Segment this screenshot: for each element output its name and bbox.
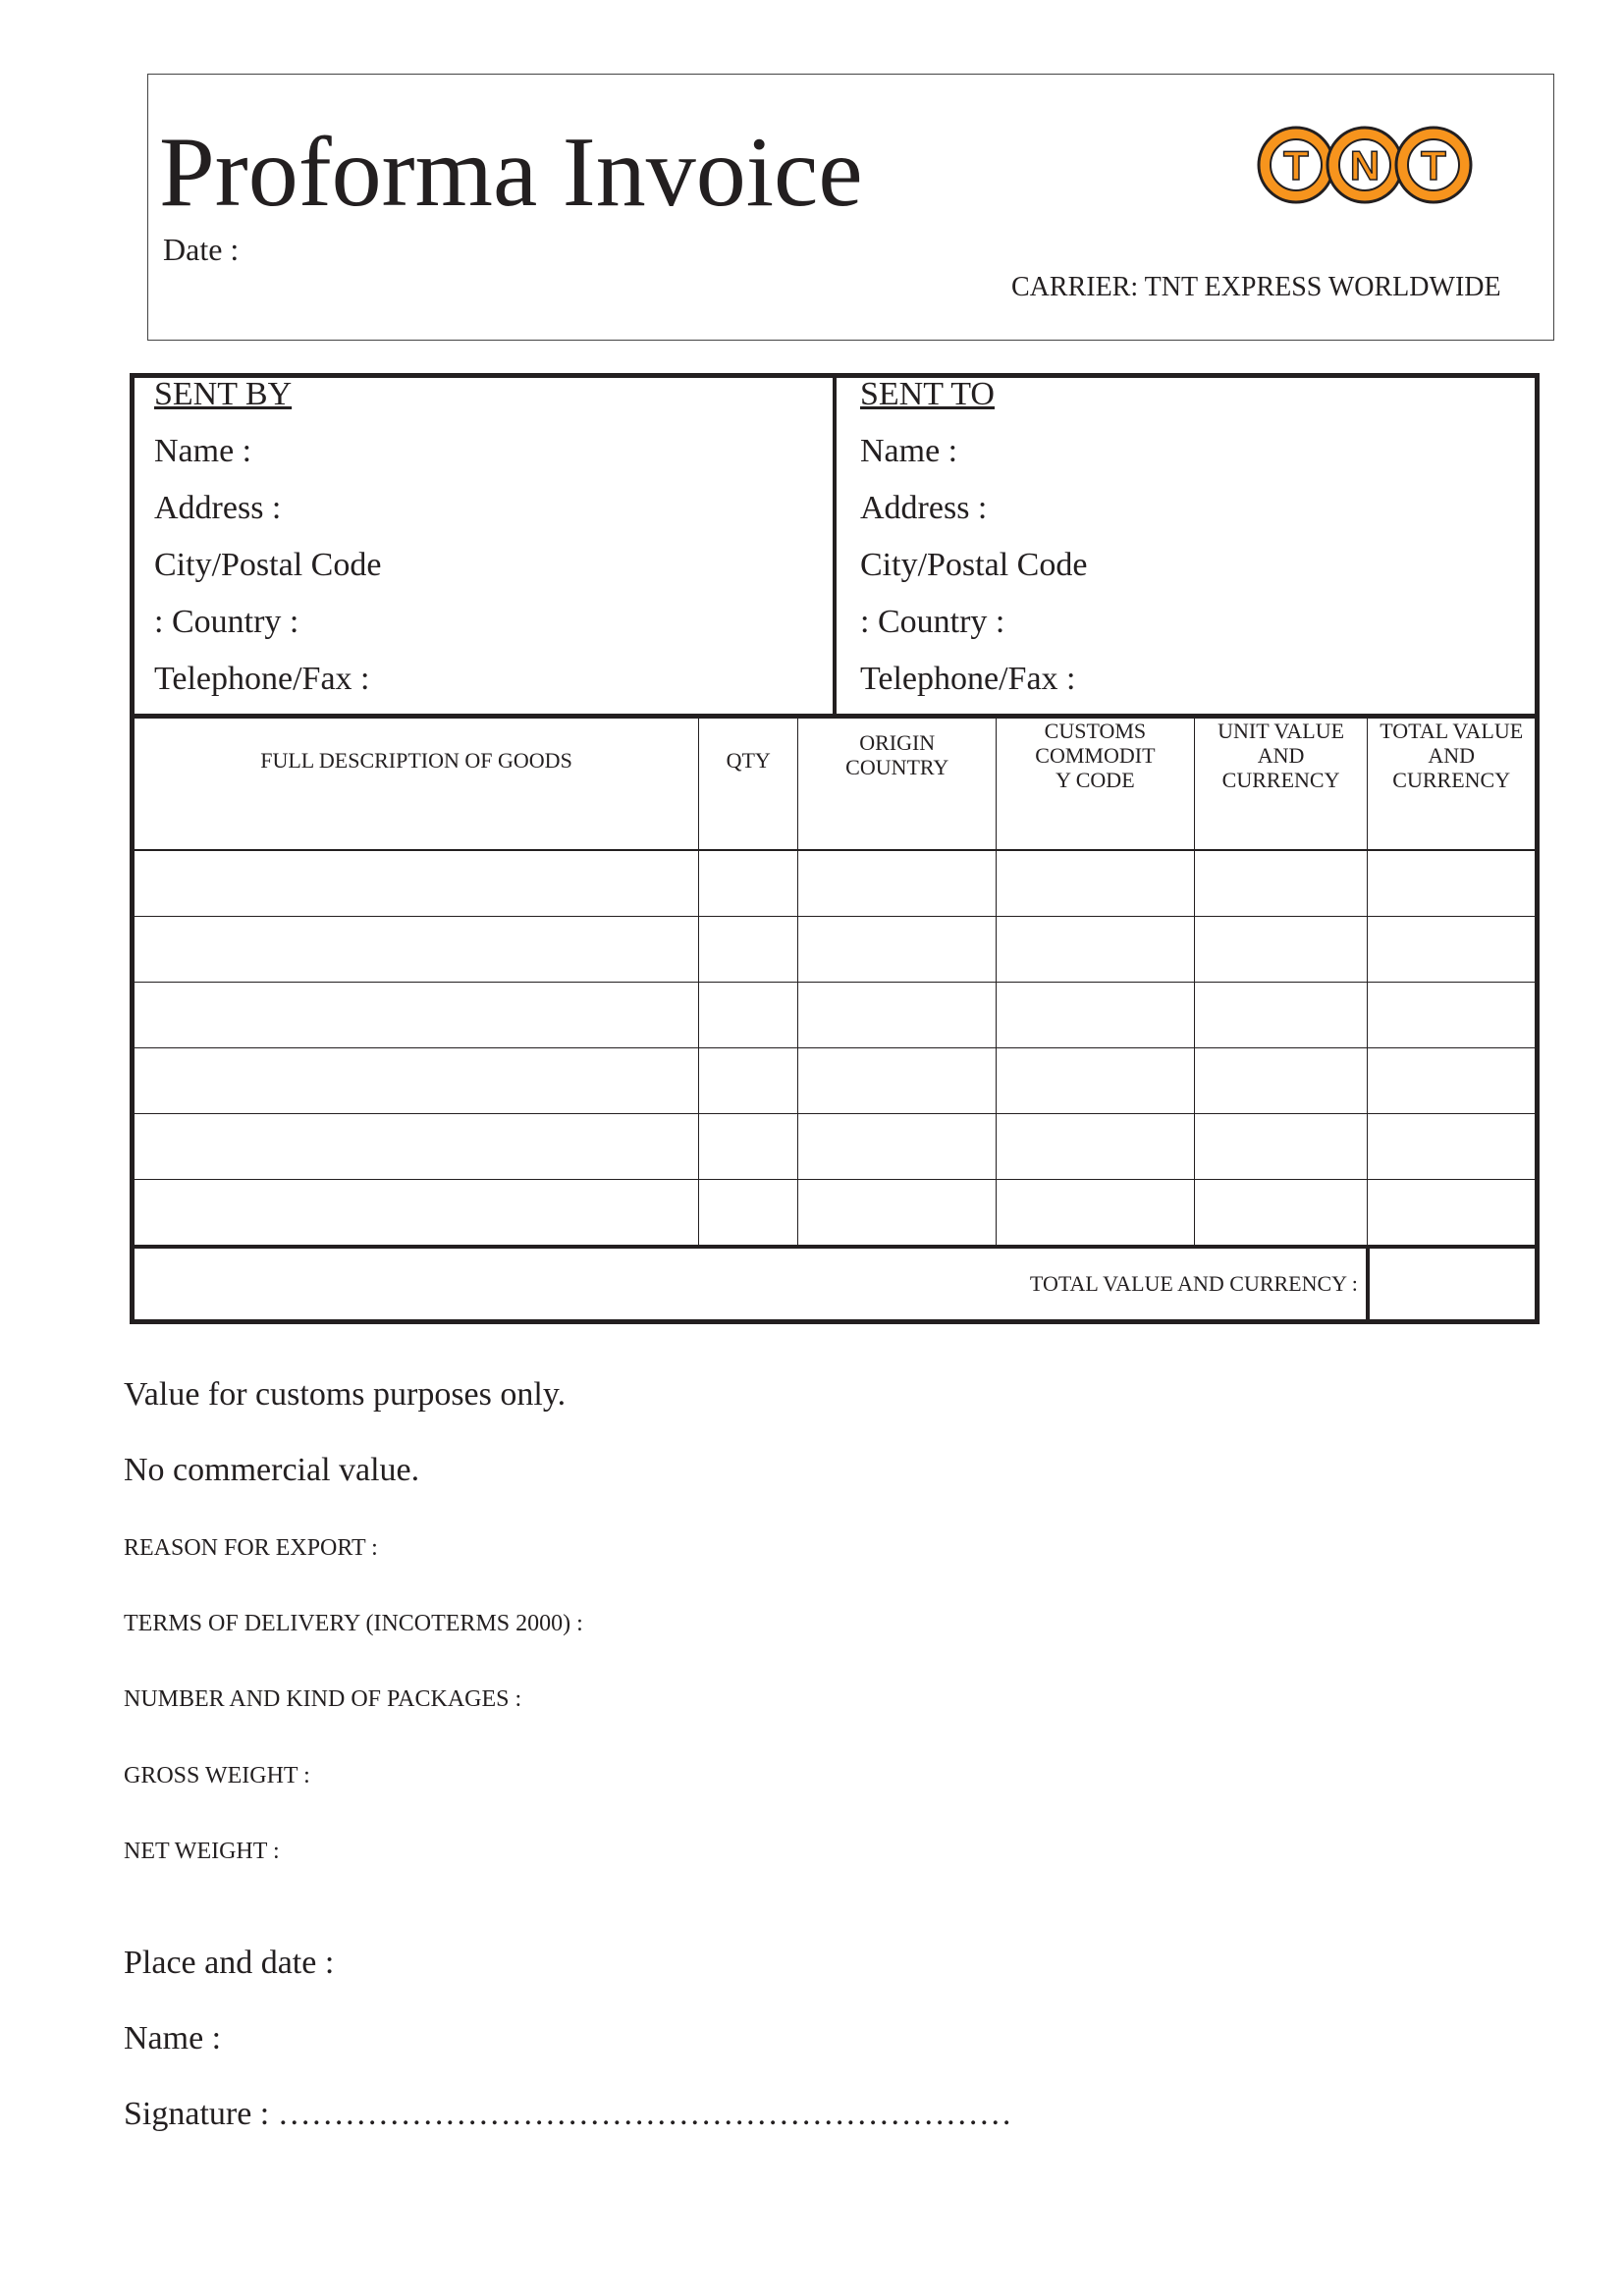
net-weight-label: NET WEIGHT : [124,1839,280,1864]
goods-cell[interactable] [699,983,798,1048]
goods-row [133,1180,1538,1248]
goods-cell[interactable] [798,850,997,917]
goods-row [133,917,1538,983]
sent-to-name-label: Name : [860,433,958,469]
goods-cell[interactable] [699,850,798,917]
goods-cell[interactable] [997,917,1195,983]
goods-header-row [133,717,1538,851]
goods-cell[interactable] [133,983,699,1048]
goods-cell[interactable] [997,1180,1195,1248]
goods-cell[interactable] [1368,917,1538,983]
goods-cell[interactable] [1194,850,1368,917]
goods-cell[interactable] [798,1048,997,1114]
place-date-label: Place and date : [124,1945,335,1981]
sent-to-country-label: : Country : [860,604,1005,640]
goods-cell[interactable] [133,917,699,983]
col-unit-value-header: UNIT VALUE AND CURRENCY [1194,717,1368,851]
sent-to-address-label: Address : [860,490,988,526]
goods-cell[interactable] [699,1048,798,1114]
packages-label: NUMBER AND KIND OF PACKAGES : [124,1686,522,1712]
date-label: Date : [163,232,240,267]
goods-cell[interactable] [133,850,699,917]
logo-letter: T [1421,142,1446,188]
address-divider [833,373,837,717]
sent-by-country-label: : Country : [154,604,299,640]
terms-of-delivery-label: TERMS OF DELIVERY (INCOTERMS 2000) : [124,1611,583,1636]
sent-to-telephone-label: Telephone/Fax : [860,661,1076,697]
tnt-logo [1257,120,1473,210]
page-title: Proforma Invoice [159,117,863,228]
goods-cell[interactable] [1194,1180,1368,1248]
goods-cell[interactable] [997,1114,1195,1180]
goods-cell[interactable] [798,1114,997,1180]
goods-row [133,983,1538,1048]
goods-cell[interactable] [798,983,997,1048]
goods-row [133,850,1538,917]
total-value-label: TOTAL VALUE AND CURRENCY : [133,1247,1368,1322]
goods-row [133,1048,1538,1114]
goods-cell[interactable] [1368,850,1538,917]
goods-cell[interactable] [1368,983,1538,1048]
goods-cell[interactable] [997,850,1195,917]
sent-by-telephone-label: Telephone/Fax : [154,661,370,697]
goods-cell[interactable] [1368,1114,1538,1180]
col-customs-code-header: CUSTOMS COMMODIT Y CODE [997,717,1195,851]
sent-to-heading: SENT TO [860,376,995,412]
reason-for-export-label: REASON FOR EXPORT : [124,1535,378,1561]
goods-cell[interactable] [997,1048,1195,1114]
goods-cell[interactable] [1194,917,1368,983]
col-origin-header: ORIGIN COUNTRY [798,717,997,851]
goods-row [133,1114,1538,1180]
signature-name-label: Name : [124,2020,222,2056]
goods-cell[interactable] [133,1048,699,1114]
goods-cell[interactable] [699,1180,798,1248]
logo-letter: T [1283,142,1309,188]
goods-cell[interactable] [699,1114,798,1180]
goods-table [130,714,1540,1324]
col-description-header: FULL DESCRIPTION OF GOODS [133,717,699,851]
col-qty-header: QTY [699,717,798,851]
goods-cell[interactable] [133,1180,699,1248]
sent-by-city-label: City/Postal Code [154,547,382,583]
goods-cell[interactable] [798,917,997,983]
sent-to-city-label: City/Postal Code [860,547,1088,583]
no-commercial-value-note: No commercial value. [124,1452,420,1488]
total-value-cell[interactable] [1368,1247,1538,1322]
goods-cell[interactable] [997,983,1195,1048]
gross-weight-label: GROSS WEIGHT : [124,1763,310,1789]
total-row [133,1247,1538,1322]
sent-by-name-label: Name : [154,433,252,469]
goods-cell[interactable] [1368,1048,1538,1114]
goods-cell[interactable] [1194,1048,1368,1114]
sent-by-heading: SENT BY [154,376,293,412]
carrier-label: CARRIER: TNT EXPRESS WORLDWIDE [1011,272,1501,302]
goods-cell[interactable] [699,917,798,983]
goods-cell[interactable] [1194,1114,1368,1180]
customs-purposes-note: Value for customs purposes only. [124,1376,567,1413]
logo-letter: N [1349,142,1380,188]
goods-cell[interactable] [798,1180,997,1248]
sent-by-address-label: Address : [154,490,282,526]
goods-cell[interactable] [133,1114,699,1180]
goods-cell[interactable] [1368,1180,1538,1248]
signature-line: Signature : ………………………………………………………… [124,2096,1012,2132]
col-total-value-header: TOTAL VALUE AND CURRENCY [1368,717,1538,851]
goods-cell[interactable] [1194,983,1368,1048]
